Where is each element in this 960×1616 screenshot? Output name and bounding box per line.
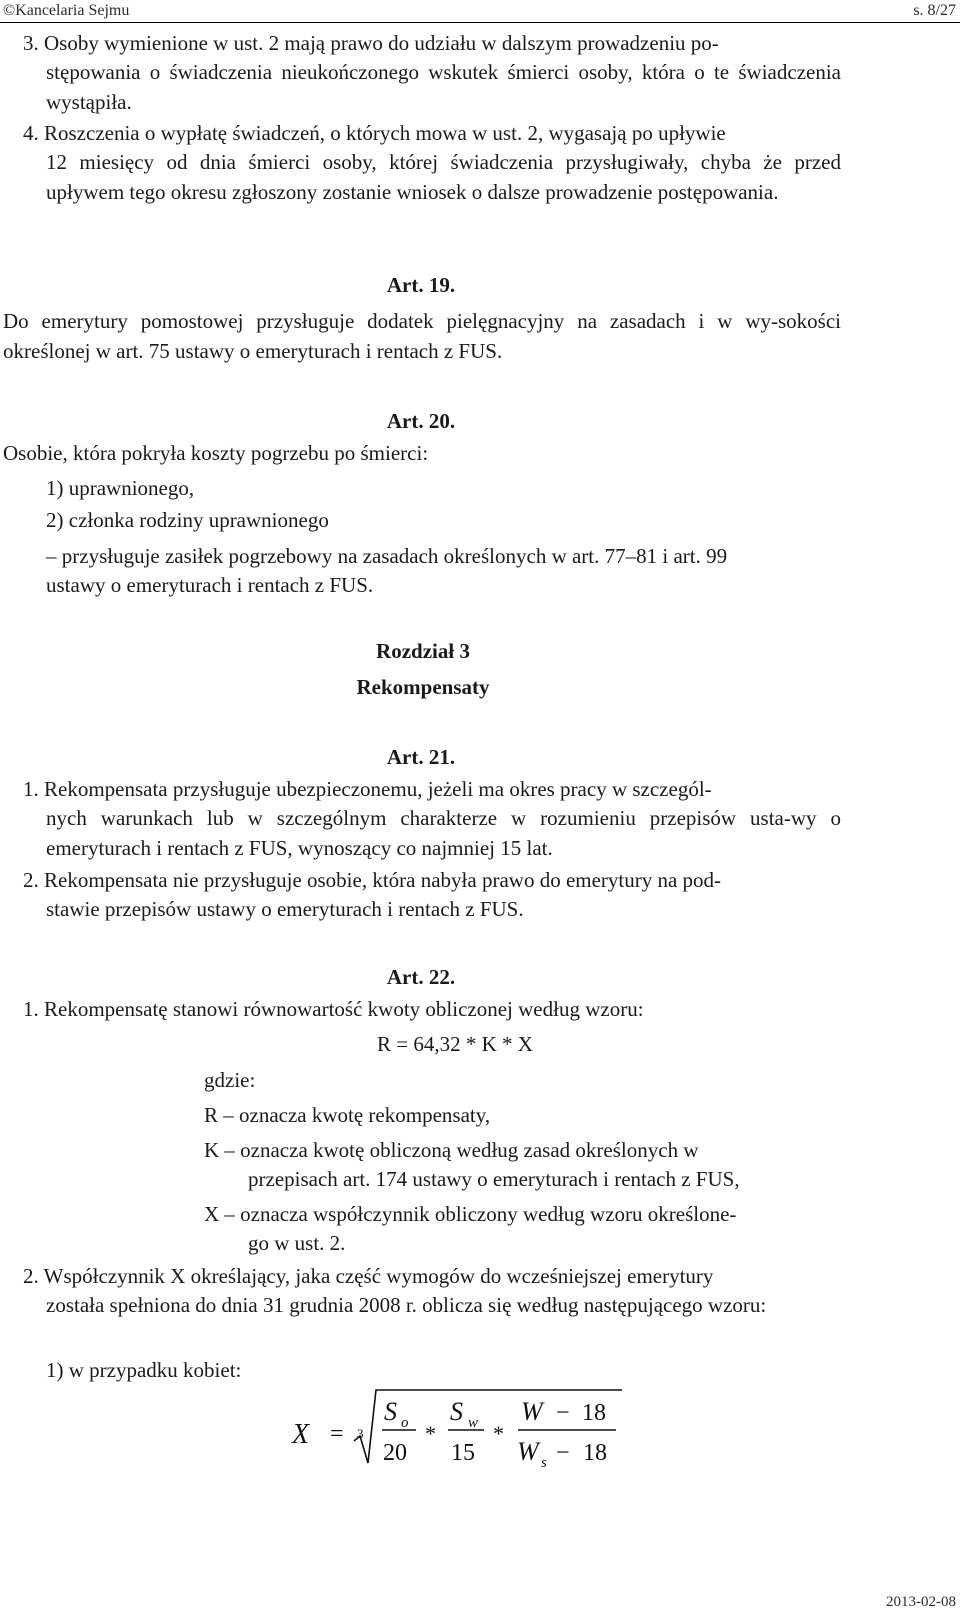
definition-r: R – oznacza kwotę rekompensaty, (204, 1103, 491, 1127)
article-21-ust-1-first-line: 1. Rekompensata przysługuje ubezpieczonemu, jeżeli ma okres pracy w szczegól- (23, 777, 712, 801)
article-20-dash-continuation: ustawy o emeryturach i rentach z FUS. (46, 573, 374, 597)
article-21-heading: Art. 21. (386, 745, 456, 769)
article-20-item-1: 1) uprawnionego, (46, 476, 195, 500)
fraction-1-numerator-subscript: o (401, 1415, 409, 1431)
root-index: 3 (357, 1426, 364, 1441)
article-19-heading: Art. 19. (386, 273, 456, 297)
fraction-3-numerator-minus: − (556, 1400, 570, 1426)
fraction-3-numerator-constant: 18 (582, 1400, 606, 1426)
multiplication-sign-2: * (493, 1421, 504, 1446)
article-22-ust-2-continuation: została spełniona do dnia 31 grudnia 2008 r. oblicza się według następującego wzoru: (46, 1293, 767, 1317)
article-22-ust-2-item-1: 1) w przypadku kobiet: (46, 1358, 242, 1382)
fraction-2-denominator: 15 (451, 1440, 475, 1466)
fraction-3-denominator-variable: W (517, 1437, 539, 1466)
paragraph-ust-4-first-line: 4. Roszczenia o wypłatę świadczeń, o których mowa w ust. 2, wygasają po upływie (23, 121, 726, 145)
formula-lhs-x: X (292, 1419, 310, 1450)
fraction-2-numerator: S (450, 1397, 463, 1426)
article-21-ust-2-first-line: 2. Rekompensata nie przysługuje osobie, która nabyła prawo do emerytury na pod- (23, 868, 722, 892)
article-20-item-2: 2) członka rodziny uprawnionego (46, 508, 329, 532)
paragraph-ust-3-first-line: 3. Osoby wymienione w ust. 2 mają prawo do udziału w dalszym prowadzeniu po- (23, 31, 719, 55)
article-22-ust-2-first-line: 2. Współczynnik X określający, jaka część wymogów do wcześniejszej emerytury (23, 1264, 714, 1288)
paragraph-ust-4-continuation: 12 miesięcy od dnia śmierci osoby, której świadczenia przysługiwały, chyba że przed upływem tego okresu zgłoszony zostanie wniosek o dalsze prowadzenie postępowania. (46, 150, 841, 204)
fraction-2-numerator-subscript: w (468, 1415, 479, 1431)
fraction-3-denominator-constant: 18 (583, 1440, 607, 1466)
header-copyright: ©Kancelaria Sejmu (3, 2, 130, 19)
article-21-ust-2-continuation: stawie przepisów ustawy o emeryturach i rentach z FUS. (46, 897, 524, 921)
article-20-heading: Art. 20. (386, 409, 456, 433)
article-21-ust-1-continuation: nych warunkach lub w szczególnym charakterze w rozumieniu przepisów usta-wy o emeryturach i rentach z FUS, wynoszący co najmniej 15 lat. (46, 806, 841, 860)
formula-equals-sign: = (330, 1421, 344, 1447)
paragraph-ust-3-continuation: stępowania o świadczenia nieukończonego wskutek śmierci osoby, która o te świadczenia wystąpiła. (46, 60, 841, 114)
article-22-heading: Art. 22. (386, 965, 456, 989)
footer-date: 2013-02-08 (886, 1594, 956, 1610)
formula-r: R = 64,32 * K * X (377, 1032, 533, 1056)
article-22-ust-1: 1. Rekompensatę stanowi równowartość kwoty obliczonej według wzoru: (23, 997, 644, 1021)
fraction-3-numerator-variable: W (521, 1397, 543, 1426)
fraction-1-numerator: S (384, 1397, 397, 1426)
article-20-dash-first-line: – przysługuje zasiłek pogrzebowy na zasadach określonych w art. 77–81 i art. 99 (46, 544, 728, 568)
fraction-1-denominator: 20 (383, 1440, 407, 1466)
fraction-3-denominator-subscript: s (541, 1455, 547, 1471)
multiplication-sign-1: * (425, 1421, 436, 1446)
definition-x-first-line: X – oznacza współczynnik obliczony według wzoru określone- (204, 1202, 737, 1226)
definition-x-continuation: go w ust. 2. (248, 1231, 346, 1255)
formula-where-label: gdzie: (204, 1068, 256, 1092)
article-20-intro: Osobie, która pokryła koszty pogrzebu po śmierci: (3, 441, 429, 465)
definition-k-continuation: przepisach art. 174 ustawy o emeryturach i rentach z FUS, (248, 1167, 740, 1191)
article-19-text: Do emerytury pomostowej przysługuje dodatek pielęgnacyjny na zasadach i w wy-sokości określonej w art. 75 ustawy o emeryturach i rentach z FUS. (3, 309, 841, 363)
chapter-number: Rozdział 3 (376, 639, 470, 663)
fraction-3-denominator-minus: − (556, 1440, 570, 1466)
definition-k-first-line: K – oznacza kwotę obliczoną według zasad określonych w (204, 1138, 699, 1162)
chapter-title: Rekompensaty (356, 675, 490, 699)
page-number: s. 8/27 (913, 2, 956, 19)
